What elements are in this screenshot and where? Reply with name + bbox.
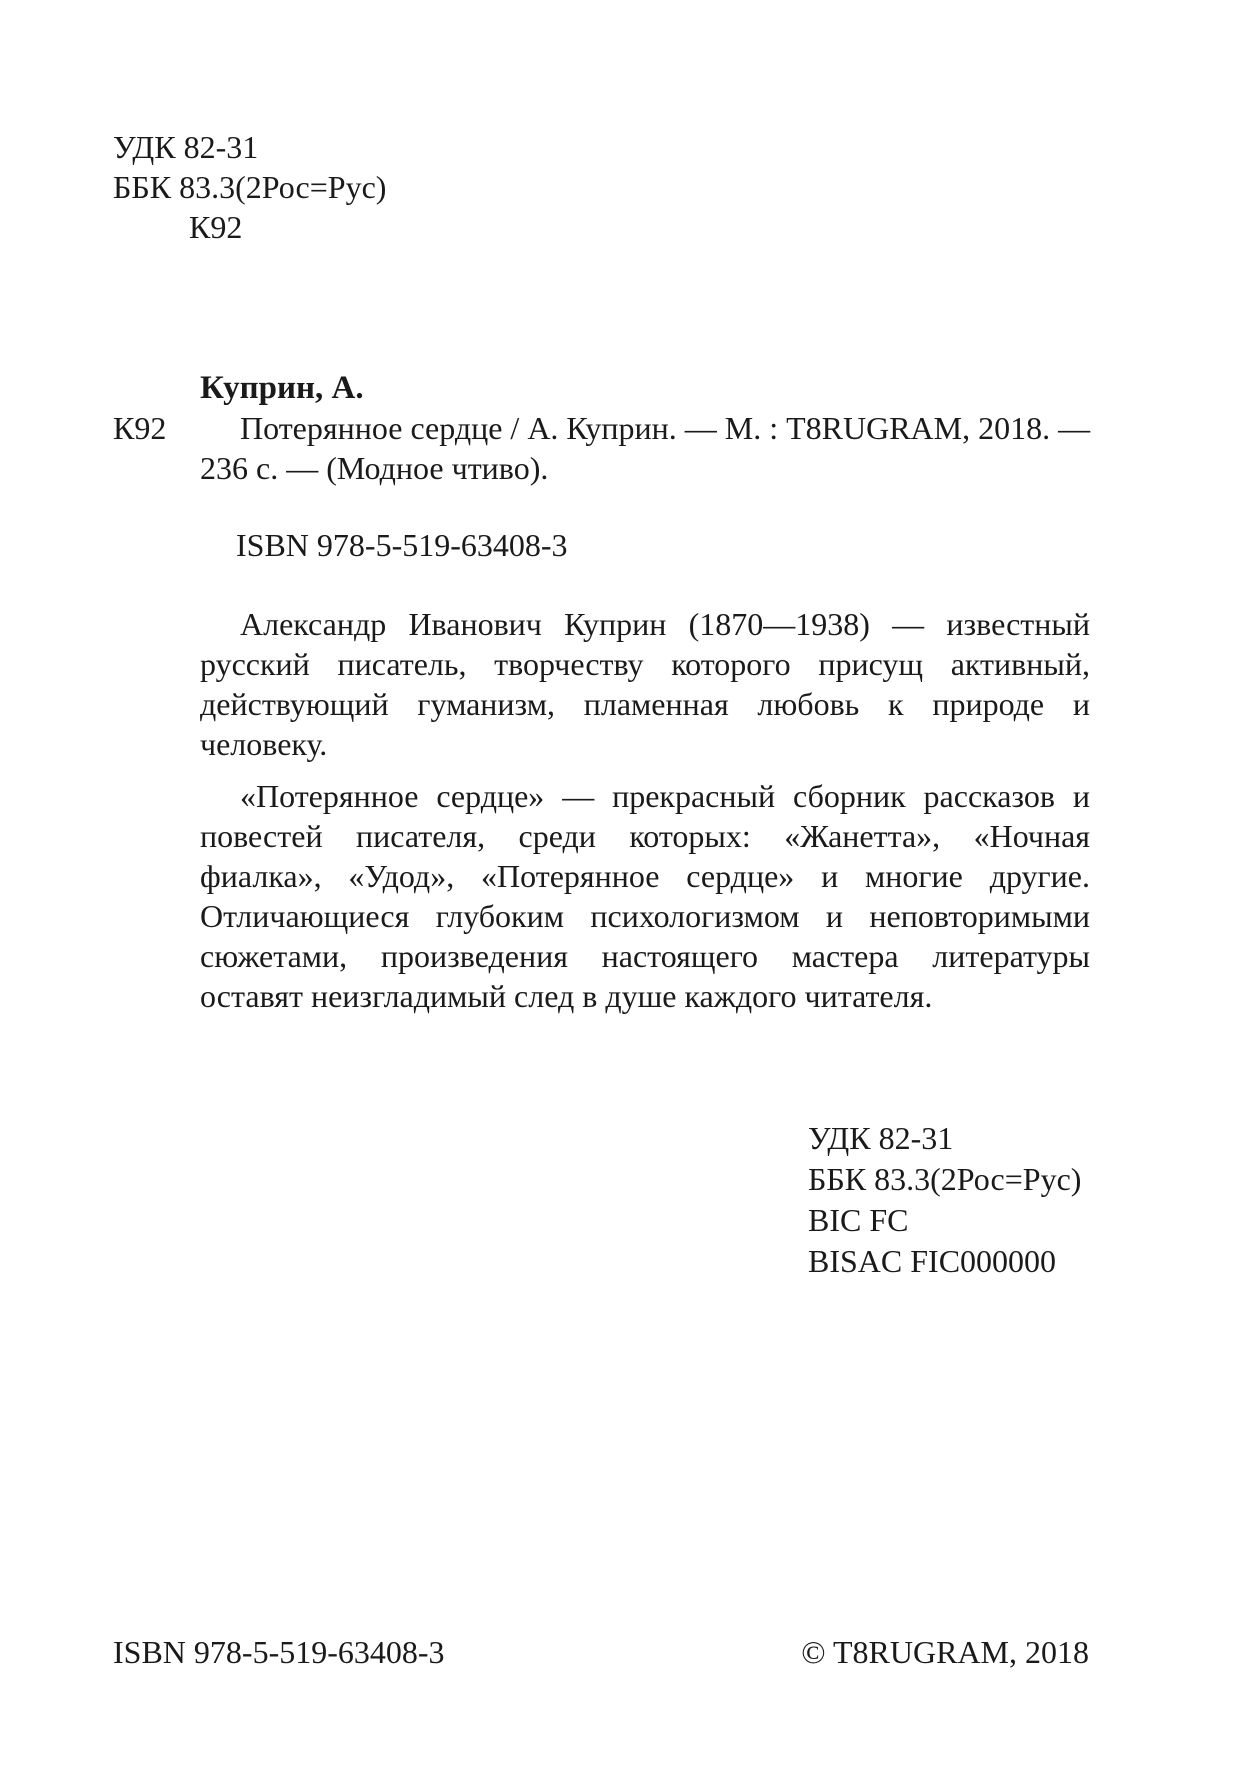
annotation <box>200 604 1090 1016</box>
classification-block-bottom <box>808 1118 1081 1282</box>
classification-block-top <box>113 127 386 247</box>
udk-code: УДК 82-31 <box>113 129 259 165</box>
copyright-notice: © T8RUGRAM, 2018 <box>801 1634 1089 1670</box>
author-mark: К92 <box>189 209 243 245</box>
biblio-line-title: Потерянное сердце / А. Куприн. — М. : T8RUGRAM, 2018. — <box>240 410 1091 446</box>
bic-code: BIC FC <box>808 1202 909 1238</box>
footer-isbn: ISBN 978-5-519-63408-3 <box>113 1634 445 1670</box>
annotation-paragraph: «Потерянное сердце» — прекрасный сборник рассказов и повестей писателя, среди которых: «Жанетта», «Ночная фиалка», «Удод», «Потерянное сердце» и многие другие. Отличающиеся глубоким психологизмом и неповторимыми сюжетами, произведения настоящего мастера литературы оставят неизгладимый след в душе каждого читателя. <box>200 778 1090 1014</box>
author-name: Куприн, А. <box>200 370 364 406</box>
bibliographic-description <box>200 408 1090 488</box>
author-mark-left: К92 <box>113 410 167 446</box>
annotation-paragraph: Александр Иванович Куприн (1870—1938) — известный русский писатель, творчеству которого присущ активный, действующий гуманизм, пламенная любовь к природе и человеку. <box>200 606 1090 762</box>
biblio-line-pages: 236 с. — (Модное чтиво). <box>200 450 549 486</box>
bbk-code: ББК 83.3(2Рос=Рус) <box>113 169 387 205</box>
bisac-code: BISAC FIC000000 <box>808 1243 1057 1279</box>
isbn-text: ISBN 978-5-519-63408-3 <box>236 527 568 563</box>
bbk-code: ББК 83.3(2Рос=Рус) <box>808 1161 1082 1197</box>
udk-code: УДК 82-31 <box>808 1120 954 1156</box>
